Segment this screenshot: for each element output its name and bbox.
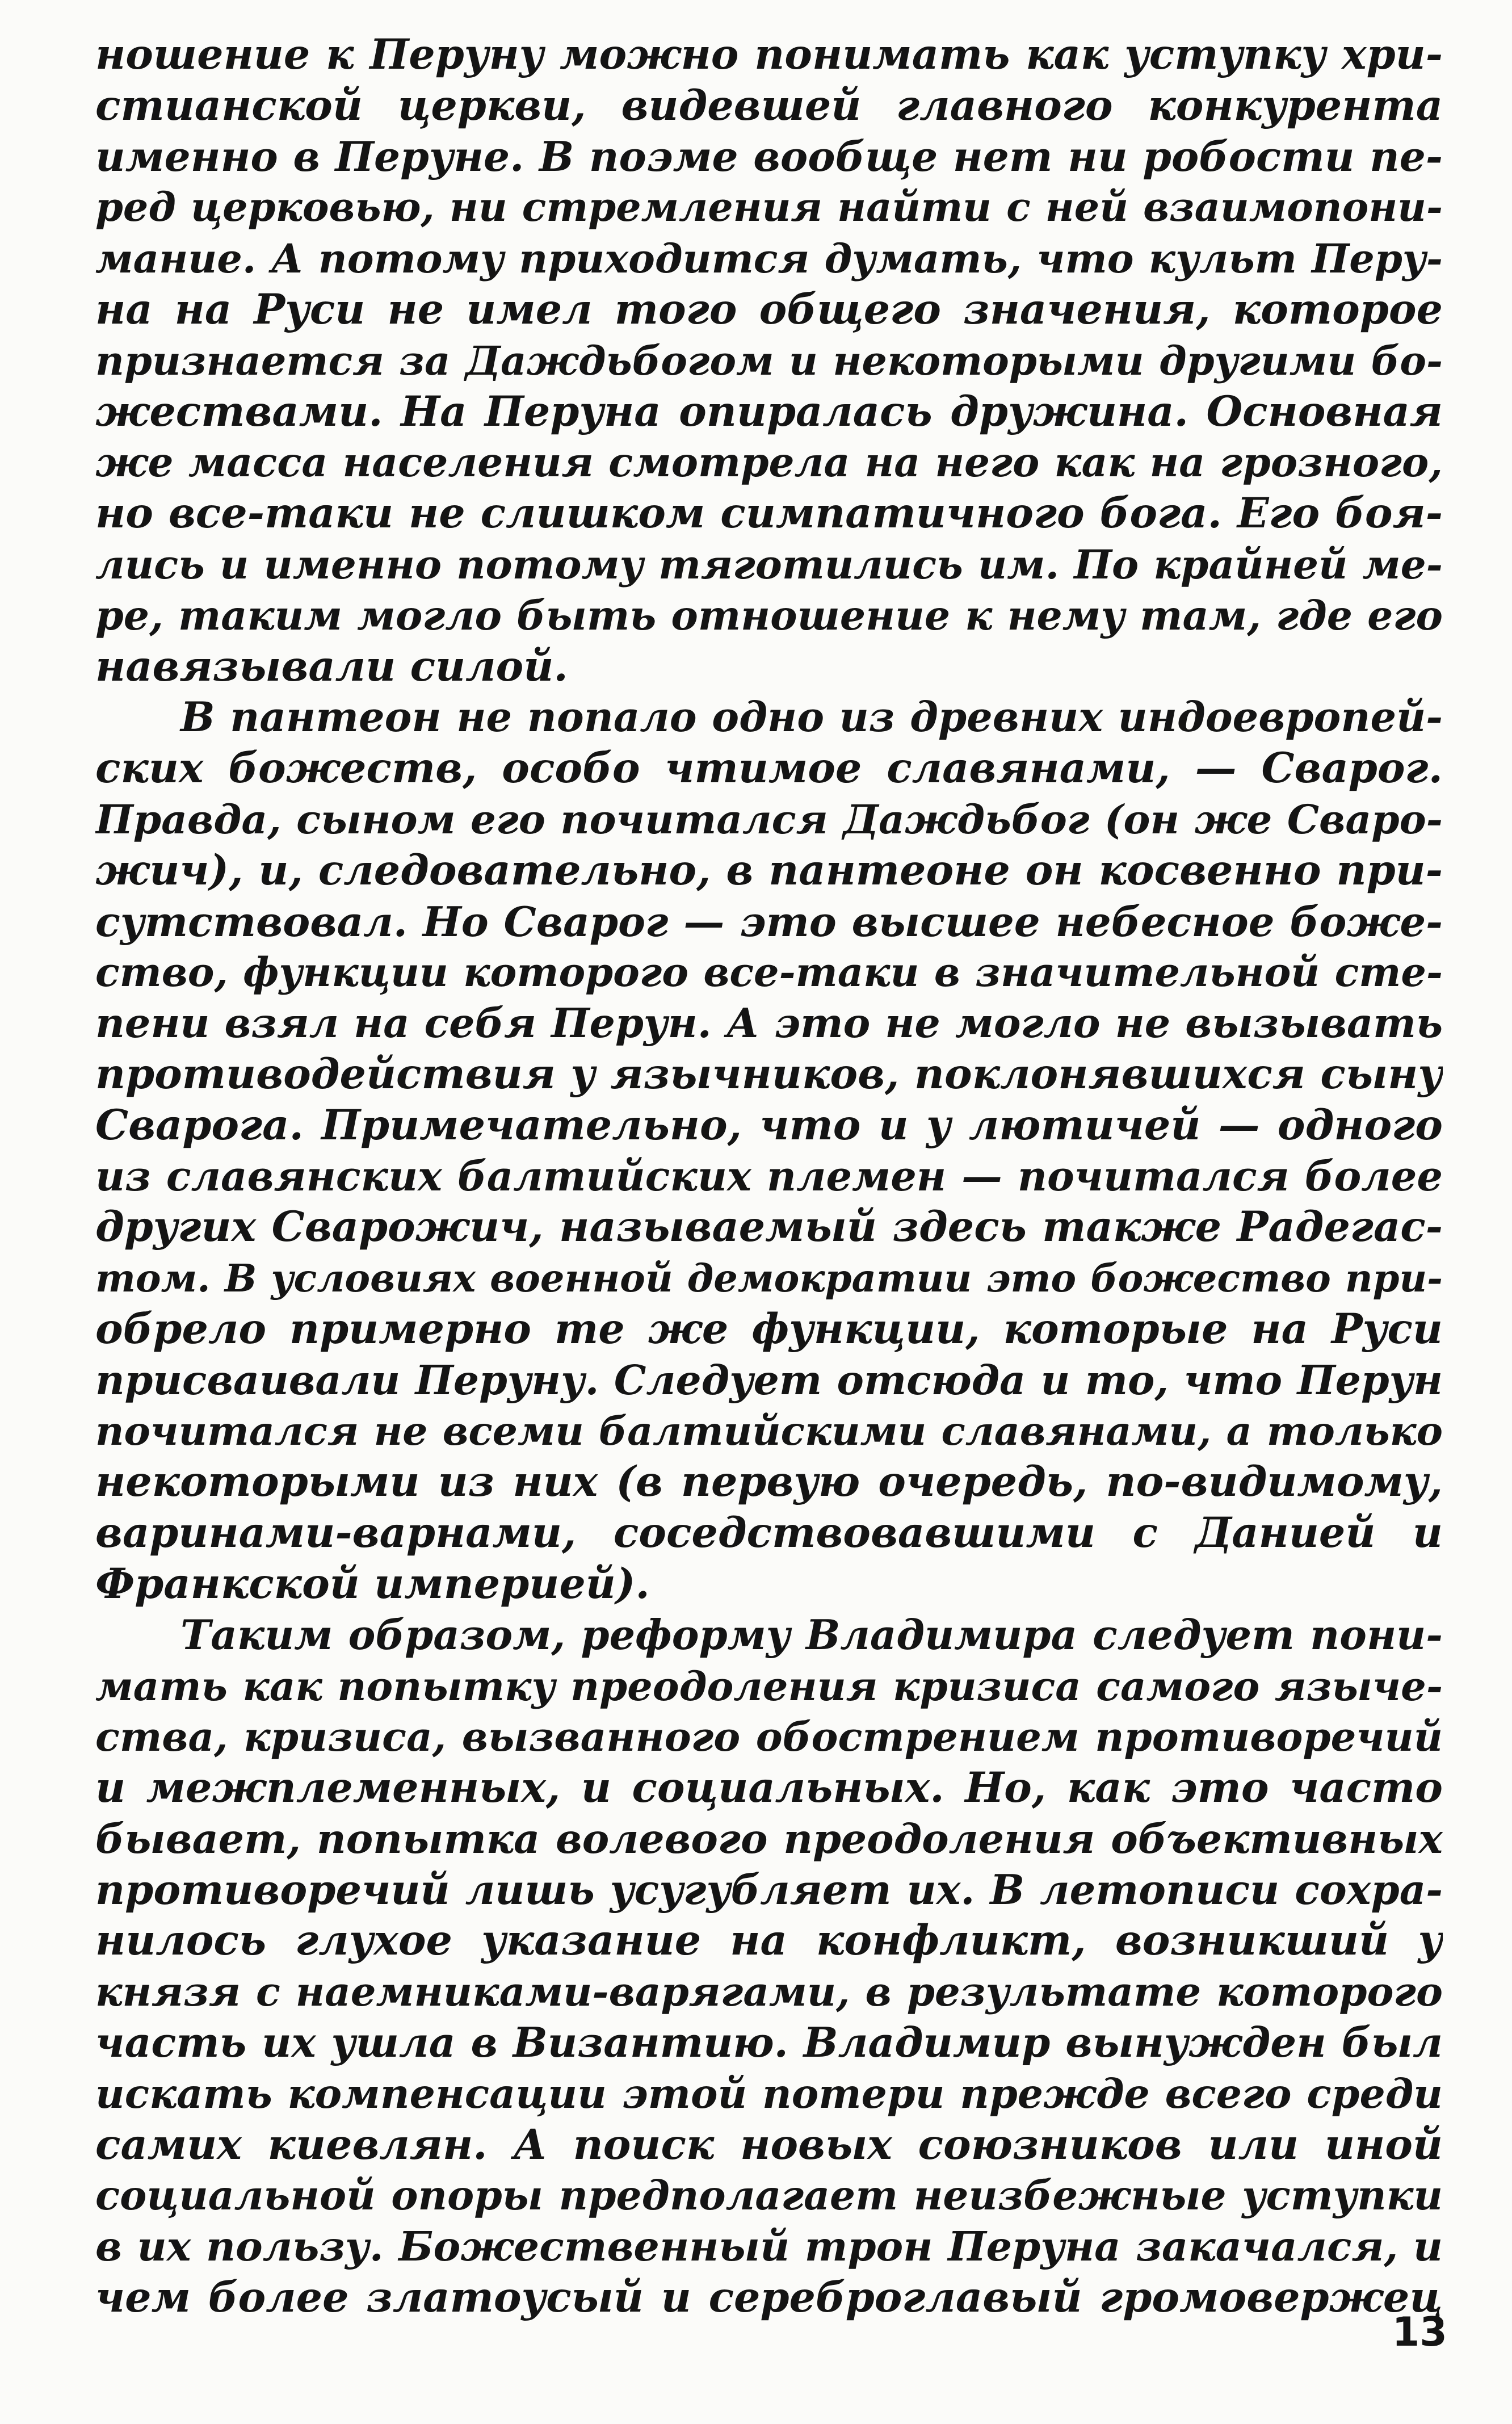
text-line: жествами. На Перуна опиралась дружина. Основная [95, 387, 1443, 436]
text-line: навязывали силой. [95, 641, 568, 691]
text-line: самих киевлян. А поиск новых союзников или иной [95, 2120, 1443, 2169]
text-line: мать как попытку преодоления кризиса самого языче- [95, 1662, 1443, 1710]
text-line: жич), и, следовательно, в пантеоне он косвенно при- [95, 845, 1443, 895]
text-line: том. В условиях военной демократии это божество при- [95, 1256, 1443, 1301]
text-line: и межплеменных, и социальных. Но, как это часто [95, 1763, 1443, 1813]
text-line: ре, таким могло быть отношение к нему там, где его [95, 591, 1443, 639]
text-line: ство, функции которого все-таки в значительной сте- [95, 949, 1443, 996]
page-number: 13 [1392, 2309, 1447, 2355]
text-line: Франкской империей). [95, 1559, 650, 1608]
text-line: Сварога. Примечательно, что и у лютичей — одного [95, 1100, 1443, 1150]
text-line: варинами-варнами, соседствовавшими с Данией и [95, 1508, 1443, 1558]
text-line: из славянских балтийских племен — почитался более [95, 1152, 1443, 1200]
text-line: ства, кризиса, вызванного обострением противоречий [95, 1713, 1443, 1761]
text-line: обрело примерно те же функции, которые на Руси [95, 1304, 1443, 1353]
text-line: некоторыми из них (в первую очередь, по-видимому, [95, 1457, 1443, 1507]
text-line: ских божеств, особо чтимое славянами, — Сварог. [95, 744, 1443, 793]
text-line: нилось глухое указание на конфликт, возникший у [95, 1916, 1443, 1965]
text-line: противодействия у язычников, поклонявшихся сыну [95, 1049, 1443, 1098]
text-line: на на Руси не имел того общего значения, которое [95, 284, 1443, 334]
text-line: Правда, сыном его почитался Даждьбог (он же Сваро- [95, 795, 1443, 843]
text-line: признается за Даждьбогом и некоторыми другими бо- [95, 337, 1443, 384]
text-line: Таким образом, реформу Владимира следует пони- [180, 1611, 1443, 1659]
text-line: именно в Перуне. В поэме вообще нет ни робости пе- [95, 132, 1443, 181]
text-line: стианской церкви, видевшей главного конкурента [95, 81, 1443, 130]
text-line: пени взял на себя Перун. А это не могло не вызывать [95, 999, 1443, 1047]
text-line: но все-таки не слишком симпатичного бога. Его боя- [95, 489, 1443, 538]
text-line: социальной опоры предполагает неизбежные уступки [95, 2171, 1443, 2220]
text-line: В пантеон не попало одно из древних индоевропей- [180, 693, 1443, 741]
text-line: часть их ушла в Византию. Владимир вынужден был [95, 2019, 1443, 2067]
text-line: противоречий лишь усугубляет их. В летописи сохра- [95, 1865, 1443, 1914]
text-line: почитался не всеми балтийскими славянами, а только [95, 1408, 1443, 1454]
text-line: же масса населения смотрела на него как на грозного, [95, 438, 1443, 487]
text-line: ред церковью, ни стремления найти с ней взаимопони- [95, 184, 1443, 231]
text-line: в их пользу. Божественный трон Перуна закачался, и [95, 2222, 1443, 2271]
text-line: лись и именно потому тяготились им. По крайней ме- [95, 540, 1443, 588]
body-text [95, 30, 1443, 2324]
text-line: мание. А потому приходится думать, что культ Перу- [95, 235, 1443, 283]
text-line: сутствовал. Но Сварог — это высшее небесное боже- [95, 897, 1443, 946]
text-line: искать компенсации этой потери прежде всего среди [95, 2069, 1443, 2117]
text-line: князя с наемниками-варягами, в результате которого [95, 1968, 1443, 2016]
text-line: бывает, попытка волевого преодоления объективных [95, 1814, 1443, 1863]
text-line: других Сварожич, называемый здесь также Радегас- [95, 1202, 1443, 1252]
text-line: присваивали Перуну. Следует отсюда и то, что Перун [95, 1356, 1443, 1404]
text-line: ношение к Перуну можно понимать как уступку хри- [95, 30, 1443, 79]
text-line: чем более златоусый и сереброглавый громовержец [95, 2273, 1443, 2322]
